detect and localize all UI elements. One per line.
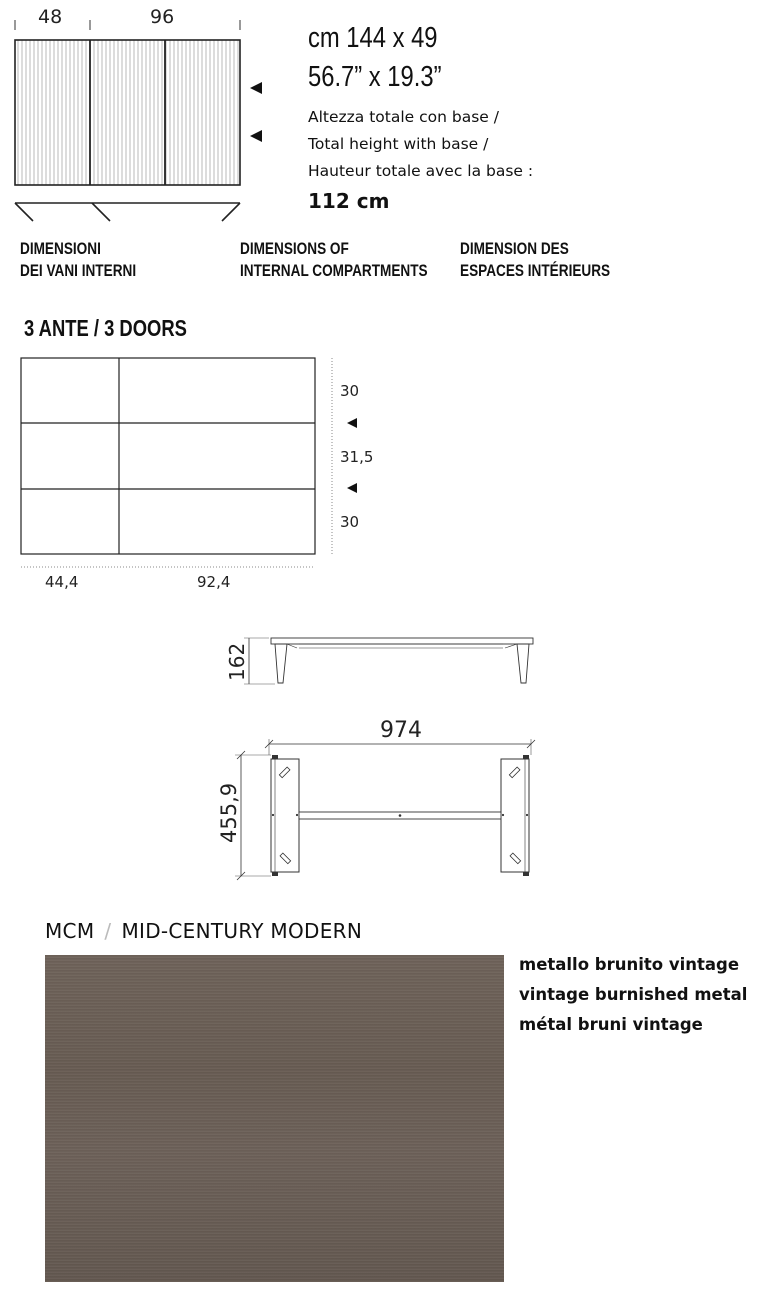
top-dimension-48: 48 [38,6,63,28]
arrow-left-icon [346,417,358,429]
finish-description [519,950,747,1040]
finish-desc-it: metallo brunito vintage [519,955,740,974]
base-depth-dimension: 455,9 [217,782,241,843]
total-height-value: 112 cm [308,189,390,213]
base-side-view [235,625,545,695]
finish-separator: / [104,919,112,943]
sideboard-front-elevation [0,0,290,230]
size-inches: 56.7” x 19.3” [308,61,442,93]
arrow-left-icon [346,482,358,494]
column-width-left: 44,4 [45,573,79,591]
size-cm: cm 144 x 49 [308,22,438,54]
height-label-it: Altezza totale con base / [308,108,499,126]
finish-title [45,919,362,943]
arrow-left-icon [249,129,263,143]
height-label-fr: Hauteur totale avec la base : [308,162,534,180]
column-width-right: 92,4 [197,573,231,591]
top-dimension-96: 96 [150,6,175,28]
height-label-en: Total height with base / [308,135,489,153]
arrow-left-icon [249,81,263,95]
row-height-bottom: 30 [340,513,360,531]
base-top-view [225,735,545,885]
compartments-title: 3 ANTE / 3 DOORS [24,315,187,341]
finish-desc-fr: métal bruni vintage [519,1015,703,1034]
finish-code: MCM [45,919,95,943]
caption-french: DIMENSION DES ESPACES INTÉRIEURS [460,239,611,280]
base-width-dimension: 974 [380,718,422,743]
caption-italian: DIMENSIONI DEI VANI INTERNI [20,239,137,280]
total-height-label [308,104,533,185]
finish-swatch [45,955,504,1282]
finish-desc-en: vintage burnished metal [519,985,748,1004]
row-height-top: 30 [340,382,360,400]
finish-name: MID-CENTURY MODERN [121,919,363,943]
row-height-middle: 31,5 [340,448,374,466]
caption-english: DIMENSIONS OF INTERNAL COMPARTMENTS [240,239,428,280]
base-height-dimension: 162 [225,642,249,681]
